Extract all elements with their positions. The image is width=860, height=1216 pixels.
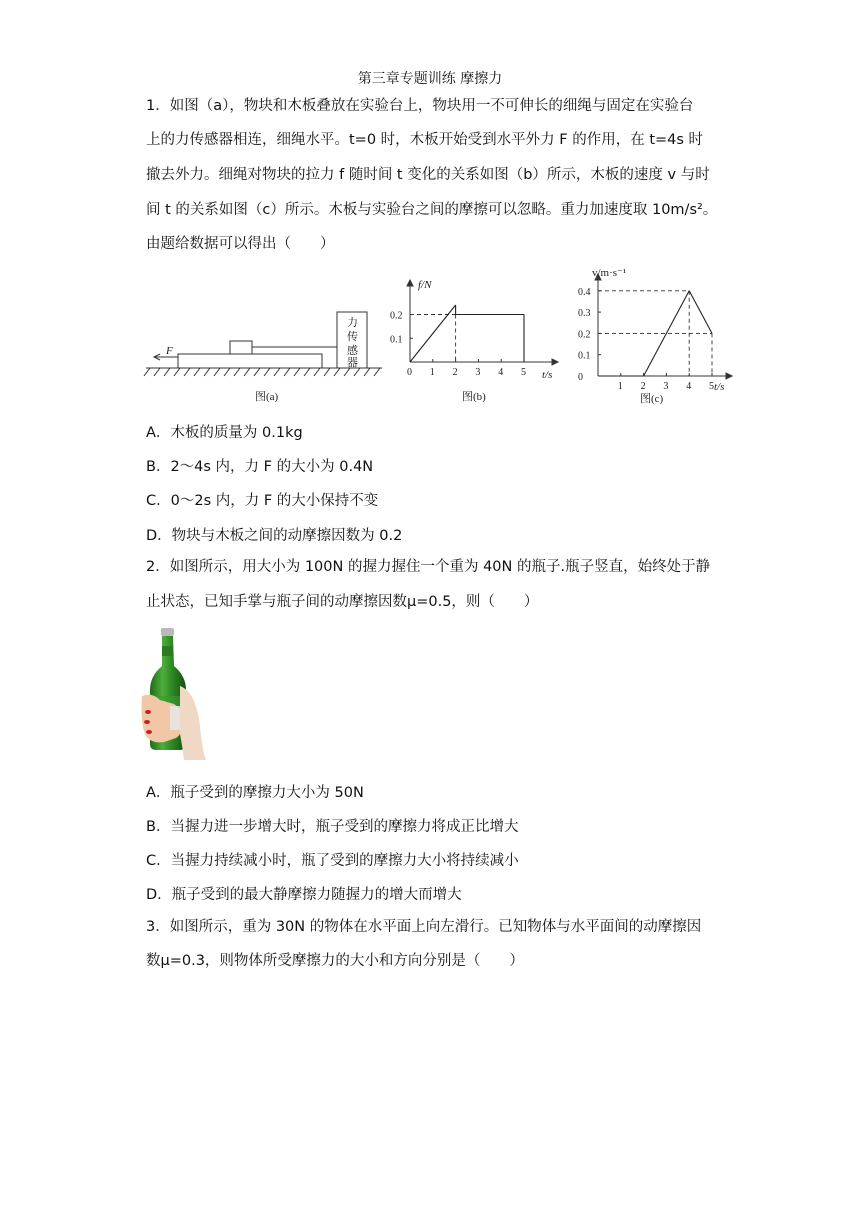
x-tick-label: 5: [521, 367, 526, 378]
q3-line-1: 3．如图所示，重为 30N 的物体在水平面上向左滑行。已知物体与水平面间的动摩擦因: [146, 919, 702, 935]
q1-line-2: 上的力传感器相连，细绳水平。t=0 时，木板开始受到水平外力 F 的作用，在 t=4s 时: [146, 132, 704, 148]
wooden-board: [178, 354, 322, 368]
y-axis-label: f/N: [418, 279, 432, 291]
sensor-label-char: 力: [347, 317, 358, 329]
x-tick-label: 3: [475, 367, 481, 378]
figure-a: [144, 300, 384, 410]
y-tick-label: 0.2: [578, 329, 591, 341]
q2-option-a: A．瓶子受到的摩擦力大小为 50N: [146, 785, 364, 801]
x-axis-label: t/s: [714, 381, 725, 393]
x-axis-label: t/s: [542, 369, 553, 381]
q2-line-2: 止状态，已知手掌与瓶子间的动摩擦因数μ=0.5，则（ ）: [146, 594, 539, 610]
wrist: [180, 686, 206, 760]
sensor-label-char: 感: [347, 345, 358, 357]
data-segment: [410, 305, 456, 362]
q3-line-2: 数μ=0.3，则物体所受摩擦力的大小和方向分别是（ ）: [146, 953, 524, 969]
sensor-label-char: 器: [347, 357, 358, 369]
bottle-in-hand-image: [140, 626, 210, 760]
y-tick-label: 0.4: [578, 286, 591, 298]
x-tick-label: 1: [429, 367, 435, 378]
figure-b-chart: [392, 270, 562, 410]
ground-hatch: [144, 368, 380, 376]
page-title: 第三章专题训练 摩擦力: [357, 71, 503, 87]
x-tick-label: 4: [686, 381, 692, 392]
q1-option-a: A．木板的质量为 0.1kg: [146, 425, 303, 441]
x-tick-label: 4: [498, 367, 504, 378]
figure-b-caption: 图(b): [462, 391, 486, 403]
y-tick-label: 0.1: [390, 334, 403, 346]
y-tick-label: 0: [578, 372, 583, 383]
y-tick-label: 0.2: [390, 310, 403, 322]
q2-option-d: D．瓶子受到的最大静摩擦力随握力的增大而增大: [146, 887, 462, 903]
y-tick-label: 0.1: [578, 350, 591, 362]
x-tick-label: 2: [640, 381, 646, 392]
sensor-label-char: 传: [347, 331, 358, 343]
figure-c-chart: [568, 262, 738, 412]
q2-option-c: C．当握力持续减小时，瓶了受到的摩擦力大小将持续减小: [146, 853, 519, 869]
data-segment: [689, 291, 712, 334]
x-tick-label: 5: [709, 381, 714, 392]
figure-c-caption: 图(c): [640, 393, 664, 405]
y-tick-label: 0.3: [578, 308, 591, 320]
q2-option-b: B．当握力进一步增大时，瓶子受到的摩擦力将成正比增大: [146, 819, 519, 835]
q2-line-1: 2．如图所示，用大小为 100N 的握力握住一个重为 40N 的瓶子.瓶子竖直，始终处于静: [146, 559, 711, 575]
q1-option-b: B．2～4s 内，力 F 的大小为 0.4N: [146, 459, 374, 475]
block: [230, 341, 252, 354]
x-tick-label: 0: [407, 367, 412, 378]
force-label: F: [166, 345, 173, 357]
x-tick-label: 1: [617, 381, 623, 392]
bottle-cap: [161, 628, 174, 636]
q1-line-5: 由题给数据可以得出（ ）: [146, 236, 335, 252]
q1-option-c: C．0～2s 内，力 F 的大小保持不变: [146, 493, 379, 509]
x-tick-label: 2: [452, 367, 458, 378]
q1-line-3: 撤去外力。细绳对物块的拉力 f 随时间 t 变化的关系如图（b）所示，木板的速度 v 与时: [146, 167, 710, 183]
q1-option-d: D．物块与木板之间的动摩擦因数为 0.2: [146, 528, 403, 544]
q1-line-1: 1．如图（a），物块和木板叠放在实验台上，物块用一不可伸长的细绳与固定在实验台: [146, 98, 694, 114]
y-axis-label: v/m·s⁻¹: [592, 267, 627, 279]
x-tick-label: 3: [663, 381, 669, 392]
q1-line-4: 间 t 的关系如图（c）所示。木板与实验台之间的摩擦可以忽略。重力加速度取 10m/s²。: [146, 202, 718, 218]
figure-a-caption: 图(a): [255, 391, 279, 403]
